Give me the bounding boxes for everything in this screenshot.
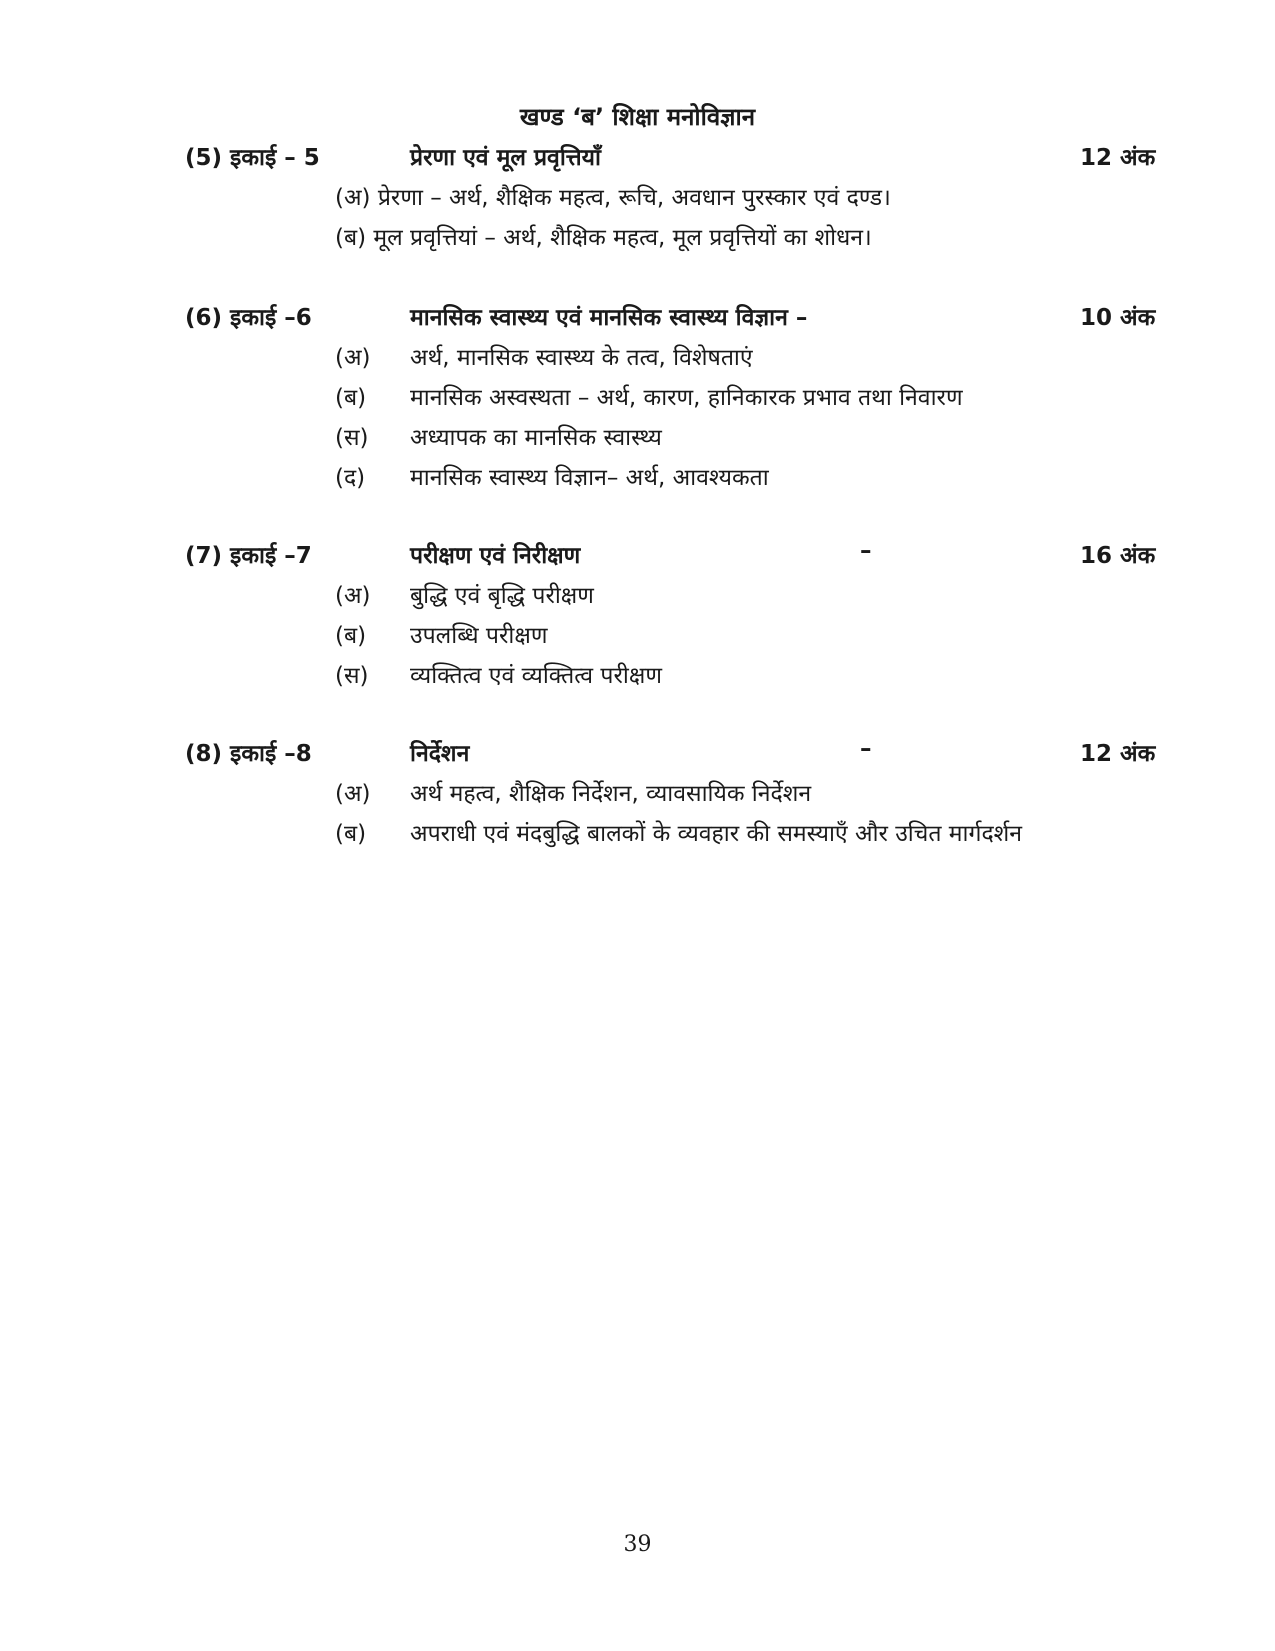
item-text: उपलब्धि परीक्षण (410, 623, 548, 649)
unit-dash: – (860, 538, 872, 564)
item-label: (स) (335, 663, 369, 689)
item-label: (स) (335, 425, 369, 451)
section-title: खण्ड ‘ब’ शिक्षा मनोविज्ञान (519, 103, 756, 131)
unit-title: मानसिक स्वास्थ्य एवं मानसिक स्वास्थ्य विज्ञान – (410, 305, 808, 331)
item-text: अपराधी एवं मंदबुद्धि बालकों के व्यवहार की समस्याएँ और उचित मार्गदर्शन (410, 821, 1023, 847)
unit-number: (5) इकाई – 5 (185, 145, 320, 171)
item-label: (अ) (335, 781, 371, 807)
unit-title: परीक्षण एवं निरीक्षण (410, 543, 581, 569)
unit-5-item: (अ) प्रेरणा – अर्थ, शैक्षिक महत्व, रूचि, अवधान पुरस्कार एवं दण्ड। (335, 185, 891, 211)
item-text: मानसिक अस्वस्थता – अर्थ, कारण, हानिकारक प्रभाव तथा निवारण (410, 385, 963, 411)
item-label: (अ) (335, 345, 371, 371)
unit-marks: 10 अंक (1080, 305, 1156, 331)
unit-8-header (0, 736, 1275, 772)
item-text: व्यक्तित्व एवं व्यक्तित्व परीक्षण (410, 663, 662, 689)
item-label: (ब) (335, 623, 367, 649)
unit-7-header (0, 538, 1275, 574)
unit-6-header (0, 300, 1275, 336)
unit-5-item: (ब) मूल प्रवृत्तियां – अर्थ, शैक्षिक महत्व, मूल प्रवृत्तियों का शोधन। (335, 225, 872, 251)
item-label: (अ) (335, 583, 371, 609)
item-label: (ब) (335, 385, 367, 411)
page-number: 39 (623, 1532, 652, 1557)
item-text: मानसिक स्वास्थ्य विज्ञान– अर्थ, आवश्यकता (410, 465, 769, 491)
unit-marks: 16 अंक (1080, 543, 1156, 569)
unit-number: (6) इकाई –6 (185, 305, 312, 331)
item-text: अर्थ, मानसिक स्वास्थ्य के तत्व, विशेषताएं (410, 345, 753, 371)
unit-number: (8) इकाई –8 (185, 741, 312, 767)
unit-marks: 12 अंक (1080, 741, 1156, 767)
item-label: (द) (335, 465, 366, 491)
item-text: अर्थ महत्व, शैक्षिक निर्देशन, व्यावसायिक निर्देशन (410, 781, 812, 807)
unit-dash: – (860, 736, 872, 762)
unit-marks: 12 अंक (1080, 145, 1156, 171)
item-label: (ब) (335, 821, 367, 847)
unit-title: निर्देशन (410, 741, 470, 767)
unit-5-header (0, 140, 1275, 176)
item-text: बुद्धि एवं बृद्धि परीक्षण (410, 583, 594, 609)
item-text: अध्यापक का मानसिक स्वास्थ्य (410, 425, 662, 451)
unit-title: प्रेरणा एवं मूल प्रवृत्तियाँ (410, 145, 601, 171)
unit-number: (7) इकाई –7 (185, 543, 312, 569)
